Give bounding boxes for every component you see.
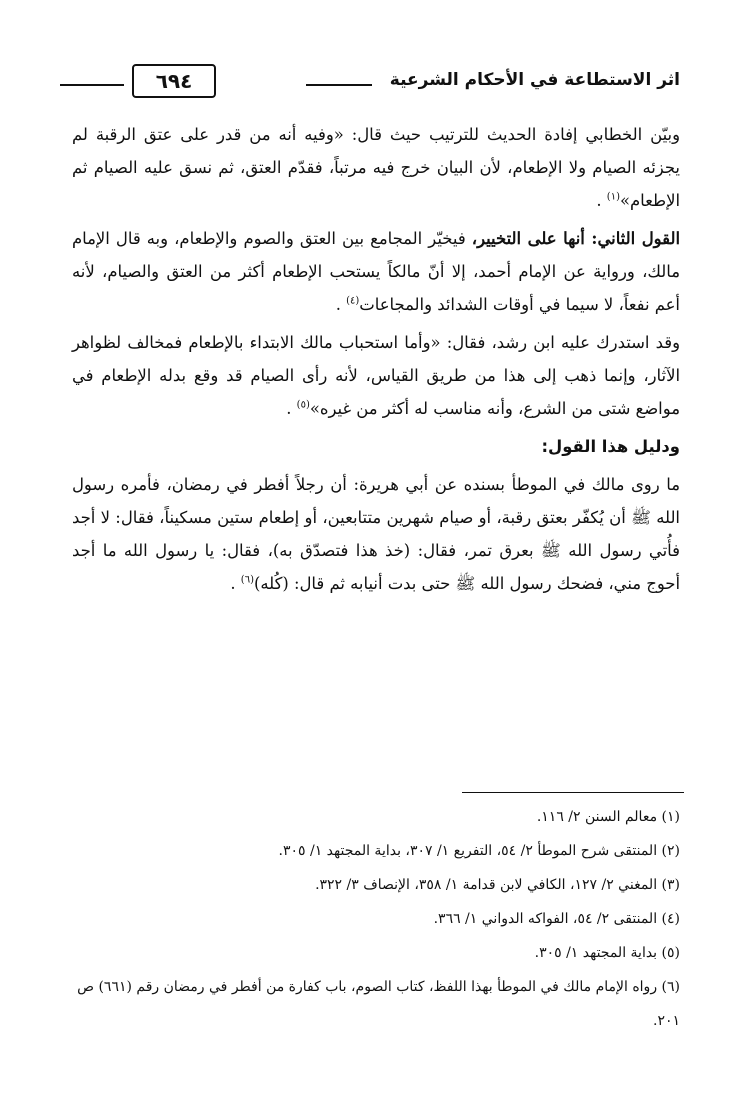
- footnote-separator: [462, 792, 684, 793]
- footnote-5: (٥) بداية المجتهد ١/ ٣٠٥.: [534, 945, 680, 961]
- footnotes: [76, 800, 680, 1038]
- paragraph-text: ما روى مالك في الموطأ بسنده عن أبي هريرة: أن رجلاً أفطر في رمضان، فأمره رسول الله ﷺ أن يُكفّر بعتق رقبة، أو صيام شهرين متتابعين، أو إطعام ستين مسكيناً، فقال: لا أجد فأُتي رسول الله ﷺ بعرق تمر، فقال: (خذ هذا فتصدّق به)، فقال: يا رسول الله ما أجد أحوج مني، فضحك رسول الله ﷺ حتى بدت أنيابه ثم قال: (كُله): [72, 475, 680, 593]
- header-rule-left: [60, 84, 124, 86]
- footnote-3: (٣) المغني ٢/ ١٢٧، الكافي لابن قدامة ١/ ٣٥٨، الإنصاف ٣/ ٣٢٢.: [315, 877, 680, 893]
- footnote-marker: (١): [606, 191, 620, 203]
- paragraph-second-opinion: القول الثاني: أنها على التخيير، فيخيّر المجامع بين العتق والصوم والإطعام، وبه قال الإمام مالك، ورواية عن الإمام أحمد، إلا أنّ مالكاً يستحب الإطعام أكثر من العتق والصيام، لأنه أعم نفعاً، لا سيما في أوقات الشدائد والمجاعات$^{(٤)}$ .: [72, 229, 680, 314]
- footnote-6: (٦) رواه الإمام مالك في الموطأ بهذا اللفظ، كتاب الصوم، باب كفارة من أفطر في رمضان رقم (٦٦١) ص ٢٠١.: [77, 979, 680, 1029]
- footnote-marker: (٥): [296, 399, 310, 411]
- paragraph-text: وقد استدرك عليه ابن رشد، فقال: «وأما استحباب مالك الابتداء بالإطعام فمخالف لظواهر الآثار، وإنما ذهب إلى هذا من طريق القياس، لأنه رأى الصيام قد وقع بدله الإطعام في مواضع شتى من الشرع، وأنه مناسب له أكثر من غيره»: [72, 333, 680, 418]
- paragraph-khattabi: وبيّن الخطابي إفادة الحديث للترتيب حيث قال: «وفيه أنه من قدر على عتق الرقبة لم يجزئه الصيام ولا الإطعام، لأن البيان خرج فيه مرتباً، فقدّم العتق، ثم نسق عليه الصيام ثم الإطعام»$^{(١)}$ .: [72, 125, 680, 210]
- footnote-4: (٤) المنتقى ٢/ ٥٤، الفواكه الدواني ١/ ٣٦٦.: [433, 911, 680, 927]
- footnote-1: (١) معالم السنن ٢/ ١١٦.: [536, 809, 680, 825]
- footnote-2: (٢) المنتقى شرح الموطأ ٢/ ٥٤، التفريع ١/ ٣٠٧، بداية المجتهد ١/ ٣٠٥.: [278, 843, 680, 859]
- paragraph-ibn-rushd: وقد استدرك عليه ابن رشد، فقال: «وأما استحباب مالك الابتداء بالإطعام فمخالف لظواهر الآثار، وإنما ذهب إلى هذا من طريق القياس، لأنه رأى الصيام قد وقع بدله الإطعام في مواضع شتى من الشرع، وأنه مناسب له أكثر من غيره»$^{(٥)}$ .: [72, 333, 680, 418]
- header-rule-middle: [306, 84, 372, 86]
- book-title: اثر الاستطاعة في الأحكام الشرعية: [389, 70, 680, 90]
- footnote-marker: (٦): [240, 574, 254, 586]
- footnote-marker: (٤): [346, 295, 360, 307]
- page-number: ٦٩٤: [132, 64, 216, 98]
- main-text: [72, 118, 680, 605]
- running-header: [60, 64, 680, 104]
- evidence-heading: ودليل هذا القول:: [541, 437, 680, 456]
- paragraph-hadith: ما روى مالك في الموطأ بسنده عن أبي هريرة: أن رجلاً أفطر في رمضان، فأمره رسول الله ﷺ أن يُكفّر بعتق رقبة، أو صيام شهرين متتابعين، أو إطعام ستين مسكيناً، فقال: لا أجد فأُتي رسول الله ﷺ بعرق تمر، فقال: (خذ هذا فتصدّق به)، فقال: يا رسول الله ما أجد أحوج مني، فضحك رسول الله ﷺ حتى بدت أنيابه ثم قال: (كُله)$^{(٦)}$ .: [72, 475, 680, 593]
- paragraph-text: وبيّن الخطابي إفادة الحديث للترتيب حيث قال: «وفيه أنه من قدر على عتق الرقبة لم يجزئه الصيام ولا الإطعام، لأن البيان خرج فيه مرتباً، فقدّم العتق، ثم نسق عليه الصيام ثم الإطعام»: [72, 125, 680, 210]
- paragraph-text: فيخيّر المجامع بين العتق والصوم والإطعام، وبه قال الإمام مالك، ورواية عن الإمام أحمد، إلا أنّ مالكاً يستحب الإطعام أكثر من العتق والصيام، لأنه أعم نفعاً، لا سيما في أوقات الشدائد والمجاعات: [72, 229, 680, 314]
- paragraph-lead: القول الثاني: أنها على التخيير،: [471, 229, 680, 248]
